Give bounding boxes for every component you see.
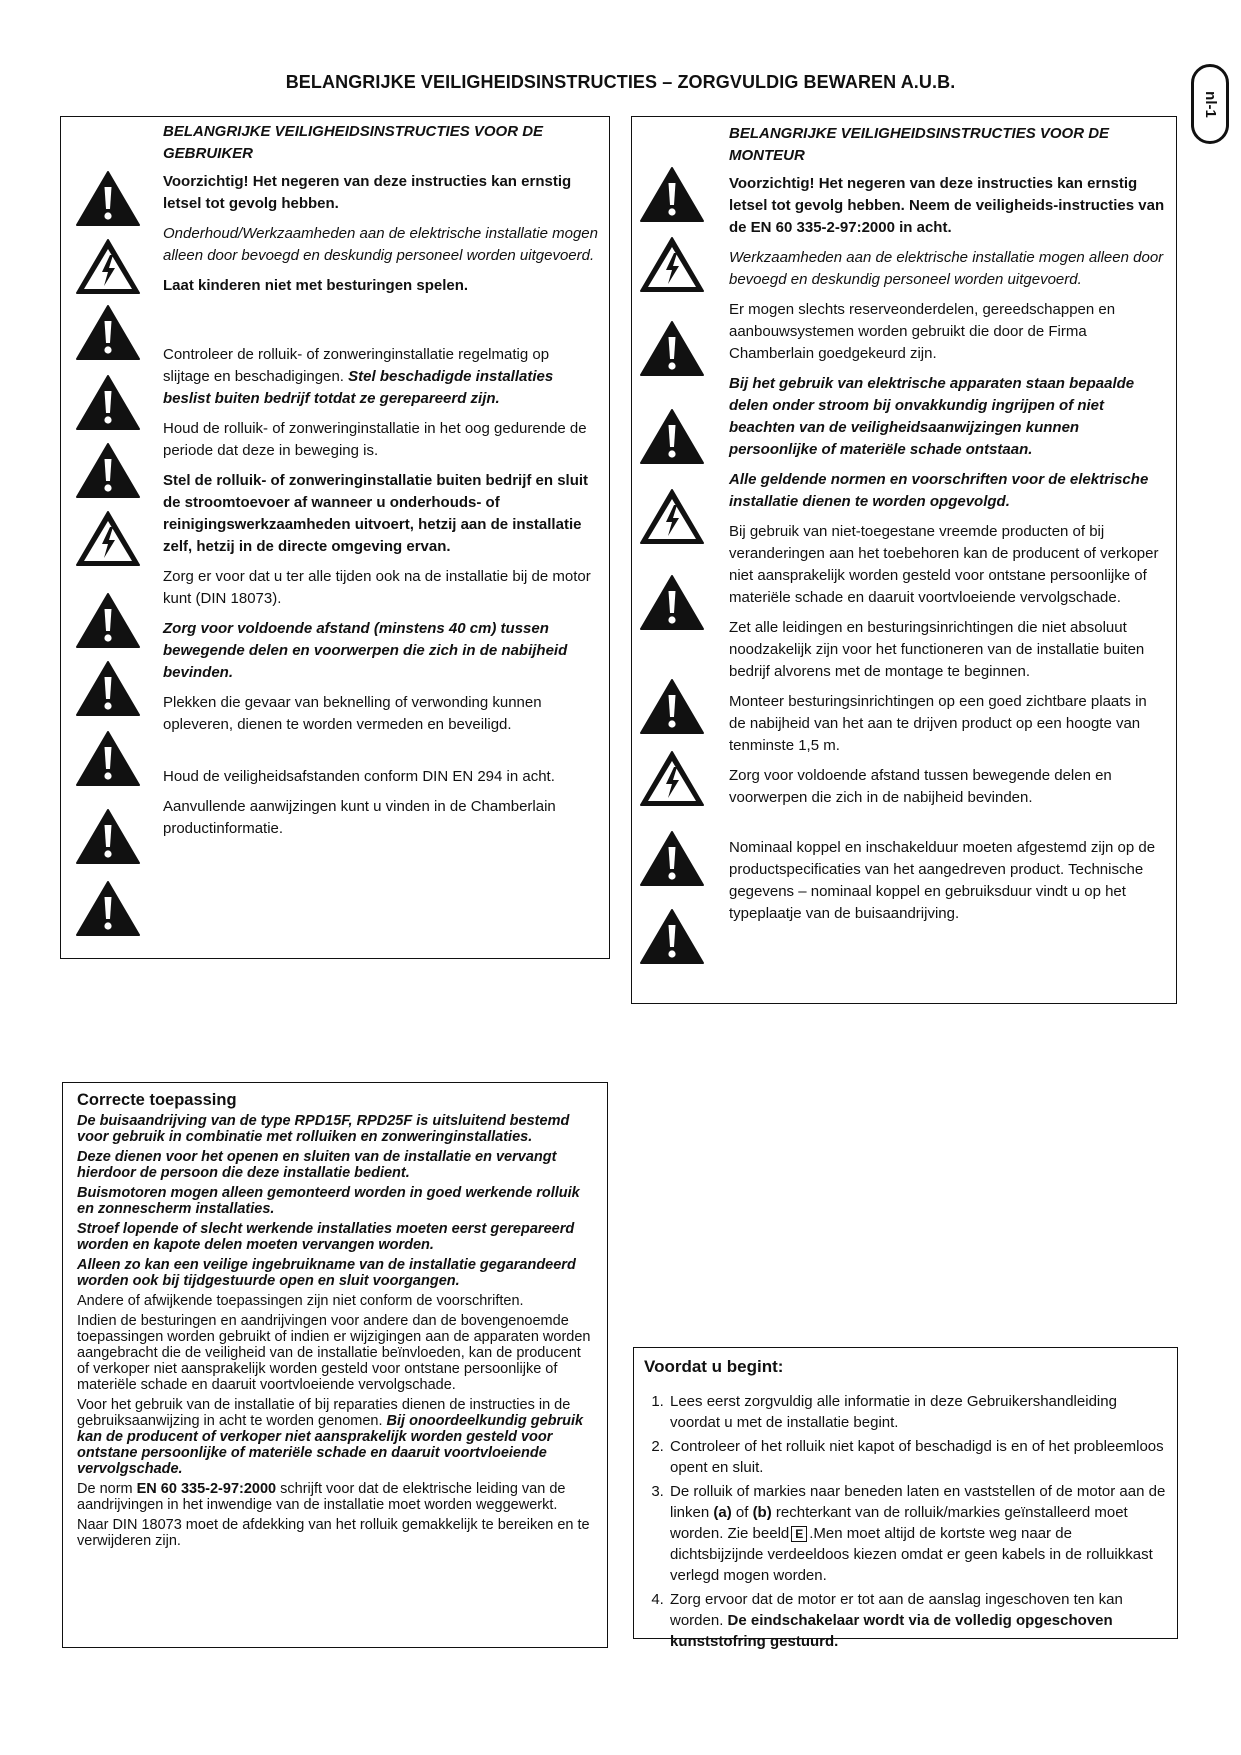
user-pinch-points-text: Plekken die gevaar van beknelling of verwonding kunnen opleveren, dienen te worden vermeden en beveiligd.	[163, 694, 542, 733]
language-page-label: nl-1	[1201, 90, 1219, 118]
correct-use-text: De norm EN 60 335-2-97:2000 schrijft voor dat de elektrische leiding van de aandrijvingen in het inwendige van de installatie moet worden weggewerkt.	[77, 1481, 566, 1513]
electric-hazard-icon	[639, 235, 705, 293]
warning-icon	[75, 169, 141, 227]
warning-icon	[639, 319, 705, 377]
list-item: 2. Controleer of het rolluik niet kapot of beschadigd is en of het probleemloos opent en sluit.	[668, 1436, 1167, 1478]
correct-use-text: Stroef lopende of slecht werkende installaties moeten eerst gerepareerd worden en kapote delen moeten vervangen worden.	[77, 1221, 575, 1253]
installer-torque-text: Nominaal koppel en inschakelduur moeten afgestemd zijn op de productspecificaties van het aangedreven product. Technische gegevens – nominaal koppel en gebruiksduur vindt u op het typeplaatje van de buisaandrijving.	[729, 839, 1156, 922]
figure-reference-badge: E	[791, 1526, 807, 1542]
user-motor-access-text: Zorg er voor dat u ter alle tijden ook na de installatie bij de motor kunt (DIN 18073).	[163, 568, 591, 607]
installer-text-column	[729, 123, 1167, 933]
installer-live-parts-text: Bij het gebruik van elektrische apparaten staan bepaalde delen onder stroom bij onvakkundig ingrijpen of niet beachten van de veiligheidsaanwijzingen kunnen persoonlijke of materiële schade ontstaan.	[729, 375, 1135, 458]
correct-use-heading: Correcte toepassing	[77, 1091, 237, 1109]
correct-use-text: Deze dienen voor het openen en sluiten van de installatie en vervangt hierdoor de persoon die deze installatie bedient.	[77, 1149, 557, 1181]
warning-icon	[639, 407, 705, 465]
correct-use-text: Indien de besturingen en aandrijvingen voor andere dan de bovengenoemde toepassingen worden gebruikt of indien er wijzigingen aan de apparaten worden aangebracht die de veiligheid van de installatie beïnvloeden, kan de producent of verkoper niet aansprakelijk worden gesteld voor ontstane persoonlijke of materiële schade en daaruit voortvloeiende vervolgschade.	[77, 1313, 591, 1393]
user-text-column	[163, 121, 599, 848]
electric-hazard-icon	[75, 509, 141, 567]
installer-control-placement-text: Monteer besturingsinrichtingen op een goed zichtbare plaats in de nabijheid van het aan te drijven product op een hoogte van tenminste 1,5 m.	[729, 693, 1147, 754]
user-electrical-work-text: Onderhoud/Werkzaamheden aan de elektrische installatie mogen alleen door bevoegd en deskundig personeel worden uitgevoerd.	[163, 225, 598, 264]
list-item: 4. Zorg ervoor dat de motor er tot aan de aanslag ingeschoven ten kan worden. De eindschakelaar wordt via de volledig opgeschoven kunststofring gestuurd.	[668, 1589, 1167, 1652]
installer-approved-parts-text: Er mogen slechts reserveonderdelen, gereedschappen en aanbouwsystemen worden gebruikt die door de Firma Chamberlain goedgekeurd zijn.	[729, 301, 1116, 362]
installer-distance-text: Zorg voor voldoende afstand tussen bewegende delen en voorwerpen die zich in de nabijheid bevinden.	[729, 767, 1112, 806]
user-safety-box	[60, 116, 610, 959]
user-caution-text: Voorzichtig! Het negeren van deze instructies kan ernstig letsel tot gevolg hebben.	[163, 173, 572, 212]
warning-icon	[75, 373, 141, 431]
warning-icon	[639, 677, 705, 735]
installer-box-heading: BELANGRIJKE VEILIGHEIDSINSTRUCTIES VOOR DE MONTEUR	[729, 125, 1110, 164]
warning-icon	[75, 729, 141, 787]
list-item: 1. Lees eerst zorgvuldig alle informatie in deze Gebruikershandleiding voordat u met de installatie begint.	[668, 1391, 1167, 1433]
electric-hazard-icon	[639, 749, 705, 807]
user-additional-info-text: Aanvullende aanwijzingen kunt u vinden in de Chamberlain productinformatie.	[163, 798, 556, 837]
user-disconnect-power-text: Stel de rolluik- of zonweringinstallatie buiten bedrijf en sluit de stroomtoevoer af wanneer u onderhouds- of reinigingswerkzaamheden uitvoert, hetzij aan de installatie zelf, hetzij in de directe omgeving ervan.	[163, 472, 589, 555]
page-title: BELANGRIJKE VEILIGHEIDSINSTRUCTIES – ZORGVULDIG BEWAREN A.U.B.	[285, 72, 956, 92]
warning-icon	[75, 659, 141, 717]
warning-icon	[75, 807, 141, 865]
electric-hazard-icon	[75, 237, 141, 295]
installer-liability-text: Bij gebruik van niet-toegestane vreemde producten of bij veranderingen aan het toebehoren kan de producent of verkoper niet aansprakelijk worden gesteld voor ontstane persoonlijke of materiële schade en daaruit voortvloeiende vervolgschade.	[729, 523, 1159, 606]
user-inspection-text: Controleer de rolluik- of zonweringinstallatie regelmatig op slijtage en beschadigingen. Stel beschadigde installaties beslist buiten bedrijf totdat ze gerepareerd zijn.	[163, 346, 554, 407]
warning-icon	[75, 441, 141, 499]
warning-icon	[639, 907, 705, 965]
warning-icon	[75, 303, 141, 361]
correct-use-text: Alleen zo kan een veilige ingebruikname van de installatie gegarandeerd worden ook bij tijdgestuurde open en sluit voorgangen.	[77, 1257, 576, 1289]
correct-use-text: Buismotoren mogen alleen gemonteerd worden in goed werkende rolluik en zonnescherm installaties.	[77, 1185, 580, 1217]
correct-use-text: Voor het gebruik van de installatie of bij reparaties dienen de instructies in de gebruiksaanwijzing in acht te worden genomen. Bij onoordeelkundig gebruik kan de producent of verkoper niet aansprakelijk worden gesteld voor ontstane persoonlijke of materiële schade en daaruit voortvloeiende vervolgschade.	[77, 1397, 584, 1477]
user-watch-installation-text: Houd de rolluik- of zonweringinstallatie in het oog gedurende de periode dat deze in beweging is.	[163, 420, 587, 459]
installer-standards-text: Alle geldende normen en voorschriften voor de elektrische installatie dienen te worden opgevolgd.	[729, 471, 1149, 510]
user-safety-distance-text: Houd de veiligheidsafstanden conform DIN EN 294 in acht.	[163, 768, 555, 785]
correct-use-text: Andere of afwijkende toepassingen zijn niet conform de voorschriften.	[77, 1293, 524, 1309]
correct-use-text: Naar DIN 18073 moet de afdekking van het rolluik gemakkelijk te bereiken en te verwijderen zijn.	[77, 1517, 590, 1549]
before-start-heading: Voordat u begint:	[644, 1357, 784, 1376]
warning-icon	[639, 165, 705, 223]
user-box-heading: BELANGRIJKE VEILIGHEIDSINSTRUCTIES VOOR DE GEBRUIKER	[163, 123, 544, 162]
list-item: 3. De rolluik of markies naar beneden laten en vaststellen of de motor aan de linken (a) of (b) rechterkant van de rolluik/markies geïnstalleerd moet worden. Zie beeld E .Men moet altijd de kortste weg naar de dichtsbijzijnde verdeeldoos kiezen omdat er geen kabels in de rolluikkast verlegd mogen worden.	[668, 1481, 1167, 1586]
installer-safety-box	[631, 116, 1177, 1004]
installer-electrical-work-text: Werkzaamheden aan de elektrische installatie mogen alleen door bevoegd en deskundig personeel worden uitgevoerd.	[729, 249, 1164, 288]
correct-use-text: De buisaandrijving van de type RPD15F, RPD25F is uitsluitend bestemd voor gebruik in combinatie met rolluiken en zonweringinstallaties.	[77, 1113, 570, 1145]
installer-caution-text: Voorzichtig! Het negeren van deze instructies kan ernstig letsel tot gevolg hebben. Neem de veiligheids-instructies van de EN 60 335-2-97:2000 in acht.	[729, 175, 1165, 236]
installer-disconnect-text: Zet alle leidingen en besturingsinrichtingen die niet absoluut noodzakelijk zijn voor het functioneren van de installatie buiten bedrijf alvorens met de montage te beginnen.	[729, 619, 1145, 680]
warning-icon	[75, 591, 141, 649]
correct-use-box	[62, 1082, 608, 1648]
warning-icon	[639, 829, 705, 887]
before-start-list	[644, 1391, 1167, 1652]
warning-icon	[75, 879, 141, 937]
user-children-text: Laat kinderen niet met besturingen spelen.	[163, 277, 469, 294]
language-page-tab	[1191, 64, 1229, 144]
electric-hazard-icon	[639, 487, 705, 545]
warning-icon	[639, 573, 705, 631]
user-distance-text: Zorg voor voldoende afstand (minstens 40 cm) tussen bewegende delen en voorwerpen die zich in de nabijheid bevinden.	[163, 620, 568, 681]
before-start-box	[633, 1347, 1178, 1650]
